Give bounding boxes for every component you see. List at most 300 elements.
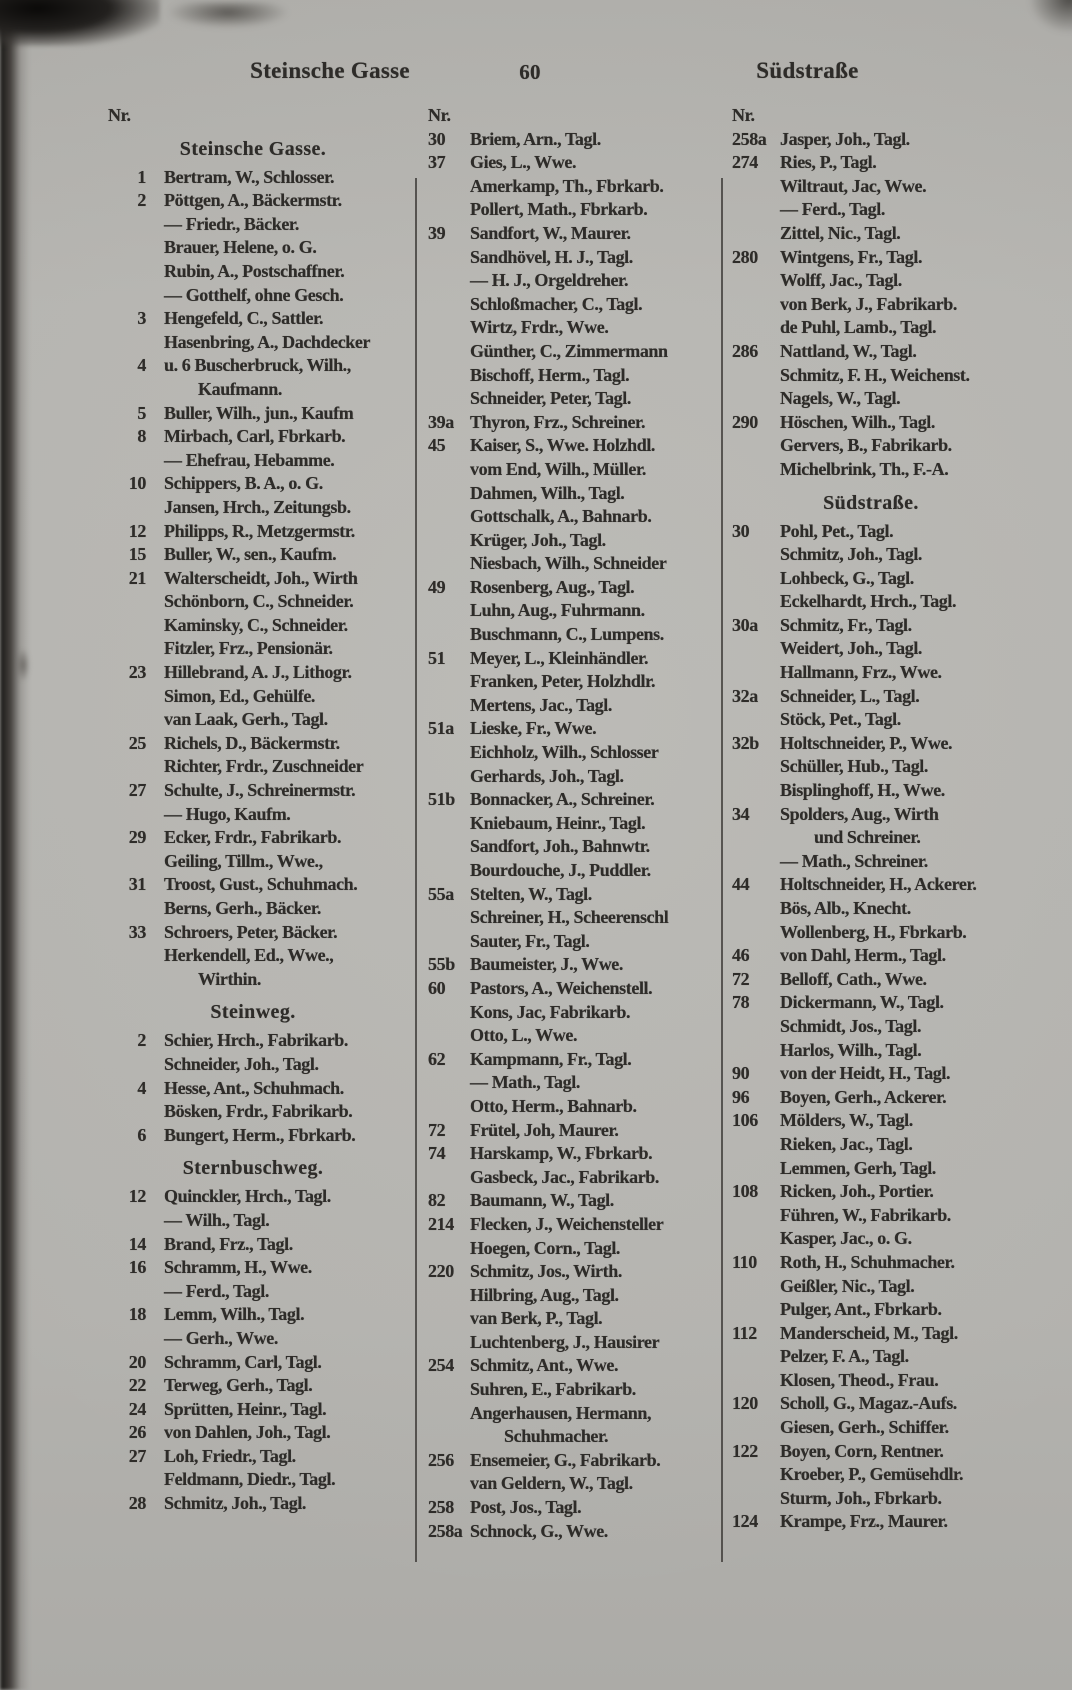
directory-entry	[100, 1421, 406, 1445]
house-number: 220	[428, 1261, 454, 1282]
entry-text: Bertram, W., Schlosser.	[164, 166, 335, 187]
entry-text: — Math., Tagl.	[470, 1072, 580, 1093]
entry-line	[424, 670, 712, 694]
directory-column-1	[100, 104, 406, 1516]
entry-text: Fitzler, Frz., Pensionär.	[164, 638, 333, 659]
entry-text: Berns, Gerh., Bäcker.	[164, 898, 321, 918]
house-number: 122	[732, 1440, 758, 1461]
entry-text: Wintgens, Fr., Tagl.	[780, 246, 923, 267]
directory-entry	[100, 1124, 406, 1148]
entry-text: — Ferd., Tagl.	[164, 1280, 269, 1301]
entry-text: van Berk, P., Tagl.	[470, 1308, 603, 1329]
column-number-header: Nr.	[108, 105, 131, 125]
directory-entry	[100, 779, 406, 803]
entry-line	[424, 694, 712, 718]
house-number: 62	[428, 1048, 446, 1069]
entry-line	[100, 1100, 406, 1124]
entry-text: Hilbring, Aug., Tagl.	[470, 1284, 619, 1305]
column-number-header: Nr.	[732, 105, 755, 125]
house-number: 34	[732, 803, 750, 824]
directory-entry	[730, 991, 1012, 1015]
entry-line	[424, 505, 712, 529]
entry-line	[424, 198, 712, 222]
entry-line	[730, 779, 1012, 803]
directory-column-3	[730, 104, 1012, 1534]
entry-line	[424, 835, 712, 859]
entry-line	[424, 364, 712, 388]
entry-line	[730, 661, 1012, 685]
entry-text: Schmitz, Jos., Wirth.	[470, 1261, 622, 1282]
entry-text: Bisplinghoff, H., Wwe.	[780, 780, 945, 801]
directory-entry	[424, 1119, 712, 1143]
entry-text: Lemm, Wilh., Tagl.	[164, 1304, 305, 1325]
entry-text: von Berk, J., Fabrikarb.	[780, 293, 957, 314]
directory-entry	[424, 411, 712, 435]
house-number: 27	[128, 780, 146, 801]
entry-line	[100, 708, 406, 732]
directory-entry	[424, 788, 712, 812]
entry-line	[100, 614, 406, 638]
entry-text: Schneider, Joh., Tagl.	[164, 1053, 319, 1074]
entry-line	[424, 765, 712, 789]
entry-text: Krampe, Frz., Maurer.	[780, 1511, 948, 1532]
entry-text: Schreiner, H., Scheerenschl	[470, 907, 669, 928]
entry-text: Suhren, E., Fabrikarb.	[470, 1379, 636, 1400]
house-number: 20	[128, 1351, 146, 1372]
entry-text: Kroeber, P., Gemüsehdlr.	[780, 1464, 964, 1485]
directory-entry	[100, 1398, 406, 1422]
house-number: 72	[428, 1119, 446, 1140]
entry-text: Gies, L., Wwe.	[470, 152, 577, 173]
entry-line	[100, 590, 406, 614]
entry-line	[100, 1209, 406, 1233]
directory-entry	[730, 685, 1012, 709]
entry-text: Pulger, Ant., Fbrkarb.	[780, 1299, 942, 1320]
entry-line	[424, 387, 712, 411]
house-number: 286	[732, 340, 758, 361]
entry-text: Holtschneider, P., Wwe.	[780, 732, 953, 753]
directory-entry	[100, 1233, 406, 1257]
entry-text: Schmitz, Ant., Wwe.	[470, 1355, 619, 1376]
directory-entry	[100, 520, 406, 544]
directory-entry	[424, 1520, 712, 1544]
house-number: 33	[128, 921, 146, 942]
entry-line	[424, 1237, 712, 1261]
directory-entry	[100, 543, 406, 567]
entry-line	[100, 331, 406, 355]
entry-text: van Geldern, W., Tagl.	[470, 1473, 633, 1494]
directory-entry	[424, 1189, 712, 1213]
directory-entry	[100, 1185, 406, 1209]
entry-line	[730, 198, 1012, 222]
house-number: 30	[428, 128, 446, 149]
house-number: 12	[128, 1186, 146, 1207]
entry-text: Roth, H., Schuhmacher.	[780, 1251, 955, 1272]
entry-line	[730, 1015, 1012, 1039]
entry-text: Schramm, H., Wwe.	[164, 1257, 312, 1278]
house-number: 25	[128, 732, 146, 753]
entry-line	[424, 175, 712, 199]
entry-text: Briem, Arn., Tagl.	[470, 128, 601, 149]
house-number: 108	[732, 1181, 758, 1202]
entry-line	[730, 1345, 1012, 1369]
entry-text: Pastors, A., Weichenstell.	[470, 977, 653, 998]
entry-line	[730, 1298, 1012, 1322]
house-number: 5	[137, 402, 146, 423]
entry-line	[424, 1472, 712, 1496]
directory-entry	[424, 1354, 712, 1378]
directory-entry	[100, 472, 406, 496]
entry-text: Giesen, Gerh., Schiffer.	[780, 1417, 949, 1438]
directory-entry	[730, 1109, 1012, 1133]
house-number: 39	[428, 222, 446, 243]
directory-entry	[730, 1510, 1012, 1534]
entry-text: Bourdouche, J., Puddler.	[470, 860, 651, 880]
entry-text: Manderscheid, M., Tagl.	[780, 1322, 958, 1343]
entry-text: Pöttgen, A., Bäckermstr.	[164, 190, 342, 211]
house-number: 37	[428, 152, 446, 173]
street-section-heading: Steinweg.	[210, 1001, 296, 1024]
entry-text: — Ferd., Tagl.	[780, 199, 885, 220]
house-number: 39a	[428, 411, 454, 432]
entry-continuation-line	[100, 378, 406, 402]
entry-line	[730, 567, 1012, 591]
entry-text: Bonnacker, A., Schreiner.	[470, 789, 655, 810]
directory-entry	[100, 732, 406, 756]
entry-line	[730, 543, 1012, 567]
entry-text: Richels, D., Bäckermstr.	[164, 732, 340, 753]
entry-text: u. 6 Buscherbruck, Wilh.,	[164, 355, 351, 376]
entry-line	[424, 340, 712, 364]
directory-entry	[730, 340, 1012, 364]
page-number: 60	[519, 60, 541, 84]
entry-line	[730, 590, 1012, 614]
directory-entry	[424, 977, 712, 1001]
entry-text: Schmitz, Fr., Tagl.	[780, 614, 912, 635]
entry-text: Bischoff, Herm., Tagl.	[470, 364, 630, 385]
directory-entry	[100, 1029, 406, 1053]
entry-line	[100, 496, 406, 520]
street-section-heading: Südstraße.	[823, 491, 919, 514]
entry-text: Gottschalk, A., Bahnarb.	[470, 506, 652, 527]
directory-entry	[424, 1449, 712, 1473]
entry-text: Jansen, Hrch., Zeitungsb.	[164, 496, 351, 517]
entry-line	[730, 434, 1012, 458]
entry-text: Michelbrink, Th., F.-A.	[780, 458, 949, 479]
entry-text: Weidert, Joh., Tagl.	[780, 638, 923, 659]
entry-line	[424, 930, 712, 954]
entry-text: Schmitz, Joh., Tagl.	[164, 1493, 307, 1514]
entry-text: Feldmann, Diedr., Tagl.	[164, 1469, 336, 1490]
entry-text: Schramm, Carl, Tagl.	[164, 1351, 322, 1372]
entry-text: Baumann, W., Tagl.	[470, 1190, 614, 1211]
entry-text: Sandhövel, H. J., Tagl.	[470, 246, 633, 267]
entry-line	[730, 1133, 1012, 1157]
entry-continuation-line	[730, 826, 1012, 850]
entry-text: Sandfort, Joh., Bahnwtr.	[470, 836, 650, 857]
entry-text: Bösken, Frdr., Fabrikarb.	[164, 1101, 353, 1122]
entry-text: Post, Jos., Tagl.	[470, 1497, 582, 1518]
entry-text: vom End, Wilh., Müller.	[470, 458, 647, 479]
entry-line	[424, 1095, 712, 1119]
directory-entry	[730, 1392, 1012, 1416]
directory-entry	[424, 151, 712, 175]
entry-line	[730, 387, 1012, 411]
entry-text: Mirbach, Carl, Fbrkarb.	[164, 426, 346, 447]
directory-entry	[100, 1351, 406, 1375]
entry-text: und Schreiner.	[814, 827, 921, 848]
entry-text: Kniebaum, Heinr., Tagl.	[470, 812, 646, 833]
house-number: 290	[732, 411, 758, 432]
entry-text: Rieken, Jac., Tagl.	[780, 1133, 913, 1154]
entry-line	[730, 637, 1012, 661]
entry-text: Eckelhardt, Hrch., Tagl.	[780, 591, 957, 612]
entry-text: Boyen, Corn, Rentner.	[780, 1440, 944, 1461]
entry-line	[424, 529, 712, 553]
house-number: 124	[732, 1511, 758, 1532]
house-number: 110	[732, 1251, 757, 1272]
entry-line	[730, 1227, 1012, 1251]
house-number: 256	[428, 1449, 454, 1470]
house-number: 12	[128, 520, 146, 541]
entry-text: Mertens, Jac., Tagl.	[470, 694, 612, 715]
entry-text: Jasper, Joh., Tagl.	[780, 128, 910, 149]
directory-entry	[730, 1062, 1012, 1086]
entry-line	[424, 552, 712, 576]
directory-entry	[100, 826, 406, 850]
entry-line	[424, 859, 712, 883]
directory-entry	[730, 968, 1012, 992]
directory-entry	[424, 1213, 712, 1237]
house-number: 72	[732, 968, 750, 989]
entry-line	[424, 1024, 712, 1048]
directory-entry	[730, 873, 1012, 897]
house-number: 24	[128, 1398, 146, 1419]
house-number: 8	[137, 426, 146, 447]
entry-text: Führen, W., Fabrikarb.	[780, 1204, 951, 1225]
entry-line	[424, 599, 712, 623]
entry-text: Wirthin.	[198, 968, 261, 989]
house-number: 26	[128, 1422, 146, 1443]
directory-entry	[424, 717, 712, 741]
entry-line	[730, 1416, 1012, 1440]
house-number: 258a	[732, 128, 767, 149]
house-number: 46	[732, 945, 750, 966]
entry-continuation-line	[100, 968, 406, 992]
entry-text: Schroers, Peter, Bäcker.	[164, 921, 338, 942]
column-divider-rule	[721, 178, 723, 1562]
running-head-street-right: Südstraße	[756, 58, 859, 83]
entry-text: Harskamp, W., Fbrkarb.	[470, 1143, 653, 1164]
entry-text: Schmidt, Jos., Tagl.	[780, 1015, 922, 1036]
entry-text: von Dahlen, Joh., Tagl.	[164, 1422, 331, 1443]
entry-line	[100, 1280, 406, 1304]
entry-text: Pollert, Math., Fbrkarb.	[470, 199, 648, 220]
entry-line	[100, 803, 406, 827]
house-number: 60	[428, 977, 446, 998]
entry-line	[730, 708, 1012, 732]
entry-text: — H. J., Orgeldreher.	[470, 270, 629, 291]
house-number: 4	[137, 1077, 146, 1098]
entry-text: Otto, Herm., Bahnarb.	[470, 1095, 637, 1116]
entry-line	[100, 897, 406, 921]
house-number: 90	[732, 1063, 750, 1084]
entry-text: Kasper, Jac., o. G.	[780, 1228, 912, 1249]
entry-line	[730, 921, 1012, 945]
entry-text: Rubin, A., Postschaffner.	[164, 260, 345, 281]
entry-text: Schloßmacher, C., Tagl.	[470, 293, 643, 314]
entry-text: Schüller, Hub., Tagl.	[780, 756, 929, 777]
directory-entry	[424, 953, 712, 977]
entry-line	[730, 755, 1012, 779]
directory-entry	[730, 246, 1012, 270]
house-number: 274	[732, 152, 758, 173]
entry-text: Troost, Gust., Schuhmach.	[164, 874, 358, 895]
entry-text: Brauer, Helene, o. G.	[164, 237, 317, 258]
entry-line	[100, 685, 406, 709]
entry-line	[424, 269, 712, 293]
entry-text: Schuhmacher.	[504, 1426, 609, 1447]
entry-continuation-line	[424, 1425, 712, 1449]
entry-text: Lieske, Fr., Wwe.	[470, 718, 597, 739]
directory-entry	[424, 1496, 712, 1520]
entry-text: Luhn, Aug., Fuhrmann.	[470, 600, 645, 621]
directory-entry	[730, 1086, 1012, 1110]
entry-text: Wiltraut, Jac, Wwe.	[780, 175, 927, 196]
entry-text: — Gotthelf, ohne Gesch.	[164, 284, 344, 305]
entry-text: Lohbeck, G., Tagl.	[780, 567, 914, 588]
house-number: 280	[732, 246, 758, 267]
entry-text: Niesbach, Wilh., Schneider	[470, 553, 667, 574]
entry-text: Walterscheidt, Joh., Wirth	[164, 567, 358, 588]
entry-text: Simon, Ed., Gehülfe.	[164, 685, 316, 706]
directory-entry	[424, 883, 712, 907]
entry-text: Ries, P., Tagl.	[780, 152, 877, 173]
house-number: 30a	[732, 614, 758, 635]
entry-line	[100, 1468, 406, 1492]
entry-text: Loh, Friedr., Tagl.	[164, 1445, 296, 1466]
entry-text: Hillebrand, A. J., Lithogr.	[164, 662, 352, 683]
entry-line	[424, 316, 712, 340]
house-number: 45	[428, 435, 446, 456]
directory-entry	[730, 151, 1012, 175]
entry-text: Mölders, W., Tagl.	[780, 1110, 913, 1131]
street-section-heading: Sternbuschweg.	[182, 1157, 324, 1180]
entry-text: Thyron, Frz., Schreiner.	[470, 411, 646, 432]
entry-text: Höschen, Wilh., Tagl.	[780, 411, 935, 432]
entry-text: Günther, C., Zimmermann	[470, 340, 668, 361]
entry-text: Pelzer, F. A., Tagl.	[780, 1346, 909, 1367]
house-number: 23	[128, 662, 146, 683]
entry-text: Luchtenberg, J., Hausirer	[470, 1331, 660, 1352]
entry-text: Spolders, Aug., Wirth	[780, 803, 939, 824]
house-number: 214	[428, 1213, 454, 1234]
entry-line	[730, 175, 1012, 199]
entry-text: Terweg, Gerh., Tagl.	[164, 1375, 313, 1396]
entry-line	[730, 1369, 1012, 1393]
entry-line	[100, 449, 406, 473]
directory-entry	[100, 402, 406, 426]
directory-entry	[730, 1251, 1012, 1275]
entry-line	[424, 1001, 712, 1025]
house-number: 3	[137, 308, 146, 329]
house-number: 32b	[732, 732, 759, 753]
street-section-heading: Steinsche Gasse.	[179, 137, 327, 160]
column-number-header: Nr.	[428, 105, 451, 125]
column-divider-rule	[415, 178, 417, 1562]
entry-text: Dahmen, Wilh., Tagl.	[470, 482, 625, 503]
directory-entry	[730, 732, 1012, 756]
entry-line	[424, 1307, 712, 1331]
directory-entry	[100, 567, 406, 591]
entry-text: Schnock, G., Wwe.	[470, 1520, 608, 1541]
entry-text: Sprütten, Heinr., Tagl.	[164, 1398, 327, 1419]
house-number: 96	[732, 1086, 750, 1107]
entry-text: van Laak, Gerh., Tagl.	[164, 709, 328, 730]
scan-artifact-top-smudge	[168, 2, 288, 28]
entry-line	[730, 1275, 1012, 1299]
entry-text: Klosen, Theod., Frau.	[780, 1369, 939, 1390]
directory-entry	[730, 1180, 1012, 1204]
entry-text: Hesse, Ant., Schuhmach.	[164, 1077, 344, 1098]
directory-entry	[730, 411, 1012, 435]
house-number: 14	[128, 1233, 146, 1254]
entry-text: Hallmann, Frz., Wwe.	[780, 662, 942, 683]
directory-entry	[424, 128, 712, 152]
entry-text: Ensemeier, G., Fabrikarb.	[470, 1449, 661, 1470]
entry-line	[100, 236, 406, 260]
entry-text: Otto, L., Wwe.	[470, 1025, 578, 1046]
entry-line	[100, 260, 406, 284]
entry-text: Kaminsky, C., Schneider.	[164, 614, 348, 635]
entry-line	[424, 1331, 712, 1355]
running-head-street-left: Steinsche Gasse	[250, 58, 410, 83]
entry-text: Buller, Wilh., jun., Kaufm	[164, 402, 354, 423]
entry-line	[100, 213, 406, 237]
house-number: 22	[128, 1375, 146, 1396]
entry-line	[424, 246, 712, 270]
house-number: 18	[128, 1304, 146, 1325]
entry-text: — Hugo, Kaufm.	[164, 803, 291, 824]
entry-text: Wirtz, Frdr., Wwe.	[470, 317, 609, 338]
entry-text: — Ehefrau, Hebamme.	[164, 449, 335, 470]
directory-entry	[100, 873, 406, 897]
entry-text: Kaiser, S., Wwe. Holzhdl.	[470, 435, 656, 456]
directory-entry	[100, 1374, 406, 1398]
entry-text: Schneider, L., Tagl.	[780, 685, 920, 706]
entry-text: Stelten, W., Tagl.	[470, 883, 592, 904]
house-number: 15	[128, 544, 146, 565]
entry-text: Zittel, Nic., Tagl.	[780, 222, 901, 243]
directory-entry	[424, 576, 712, 600]
entry-line	[730, 222, 1012, 246]
entry-text: Flecken, J., Weichensteller	[470, 1213, 664, 1234]
entry-line	[100, 944, 406, 968]
entry-text: Richter, Frdr., Zuschneider	[164, 756, 364, 777]
directory-entry	[424, 434, 712, 458]
entry-line	[730, 269, 1012, 293]
entry-line	[100, 850, 406, 874]
entry-text: Brand, Frz., Tagl.	[164, 1233, 293, 1254]
entry-text: Bös, Alb., Knecht.	[780, 898, 911, 918]
entry-text: Nagels, W., Tagl.	[780, 388, 901, 409]
entry-text: Ricken, Joh., Portier.	[780, 1181, 934, 1202]
entry-line	[100, 755, 406, 779]
directory-entry	[730, 128, 1012, 152]
entry-text: Pohl, Pet., Tagl.	[780, 520, 894, 541]
house-number: 16	[128, 1257, 146, 1278]
entry-line	[424, 482, 712, 506]
